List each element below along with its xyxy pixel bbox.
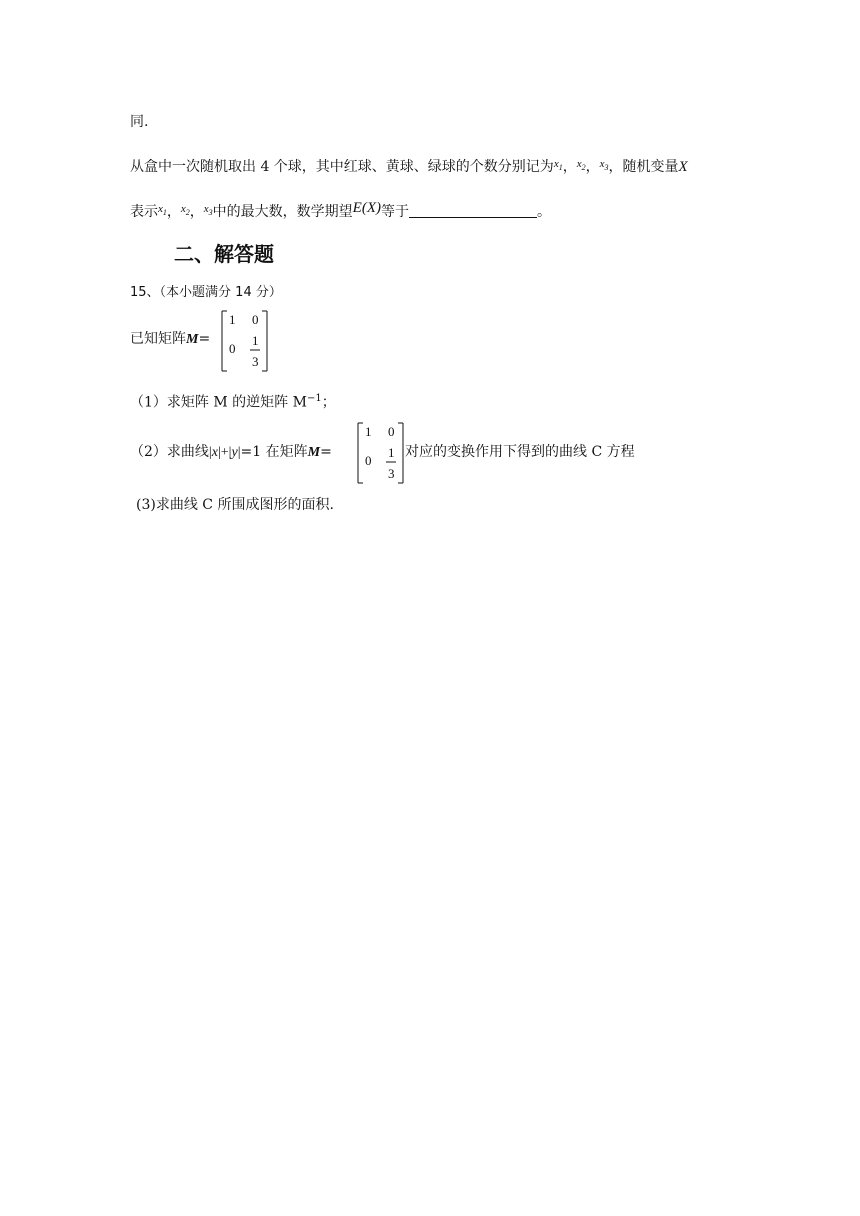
line2-suffix: ，随机变量 <box>608 159 679 175</box>
problem-number: 15、（本小题满分 14 分） <box>130 285 282 300</box>
expectation-EX: E(X) <box>352 200 381 216</box>
matrix-M-given <box>219 309 271 373</box>
line3-middle: 中的最大数，数学期望 <box>212 204 353 220</box>
inverse-superscript: −1 <box>306 393 322 404</box>
question-2-prefix: （2）求曲线 <box>130 444 209 460</box>
svg-text:0: 0 <box>365 453 372 468</box>
svg-text:0: 0 <box>388 424 395 439</box>
question-2 <box>130 442 332 463</box>
var-x3: x3 <box>203 203 213 217</box>
line3-prefix: 表示 <box>130 204 158 220</box>
section-heading: 二、解答题 <box>174 242 274 266</box>
text-line-1: 同. <box>130 114 149 130</box>
matrix-M-question-2 <box>355 421 407 485</box>
equals-sign: = <box>320 444 332 460</box>
var-X: X <box>678 159 688 175</box>
matrix-a12: 0 <box>252 312 259 327</box>
line2-prefix: 从盒中一次随机取出 4 个球，其中红球、黄球、绿球的个数分别记为 <box>130 159 554 175</box>
var-x1: x1 <box>158 203 167 217</box>
text-line-3 <box>130 198 551 223</box>
text-line-2 <box>130 154 688 178</box>
comma: ， <box>166 204 181 220</box>
answer-blank <box>409 203 537 218</box>
question-1-end: ； <box>321 394 336 411</box>
given-label: 已知矩阵 <box>130 331 186 347</box>
matrix-a22-denominator: 3 <box>252 354 259 369</box>
question-2-suffix: 对应的变换作用下得到的曲线 C 方程 <box>405 444 635 460</box>
line3-end: 。 <box>537 204 551 220</box>
matrix-M-symbol: M <box>186 332 199 347</box>
var-x2: x2 <box>576 158 586 172</box>
matrix-M-symbol: M <box>307 445 321 460</box>
svg-text:1: 1 <box>388 445 395 460</box>
question-2-mid: =1 在矩阵 <box>240 444 308 460</box>
comma: ， <box>189 204 204 220</box>
equals-sign: = <box>198 331 211 347</box>
var-x1: x1 <box>553 158 563 172</box>
matrix-a11: 1 <box>229 312 236 327</box>
comma: ， <box>585 159 600 175</box>
svg-text:3: 3 <box>388 466 395 481</box>
svg-text:1: 1 <box>365 424 372 439</box>
abs-equation: |x|+|y| <box>208 445 241 460</box>
comma: ， <box>562 159 577 175</box>
given-label-line <box>130 329 210 350</box>
matrix-a22-numerator: 1 <box>252 333 259 348</box>
matrix-a21: 0 <box>229 341 236 356</box>
question-1 <box>130 389 336 413</box>
line3-suffix: 等于 <box>381 204 409 220</box>
var-x3: x3 <box>599 158 609 172</box>
question-3: (3)求曲线 C 所围成图形的面积. <box>136 497 334 513</box>
question-1-text: （1）求矩阵 M 的逆矩阵 M <box>130 394 307 411</box>
var-x2: x2 <box>180 203 190 217</box>
